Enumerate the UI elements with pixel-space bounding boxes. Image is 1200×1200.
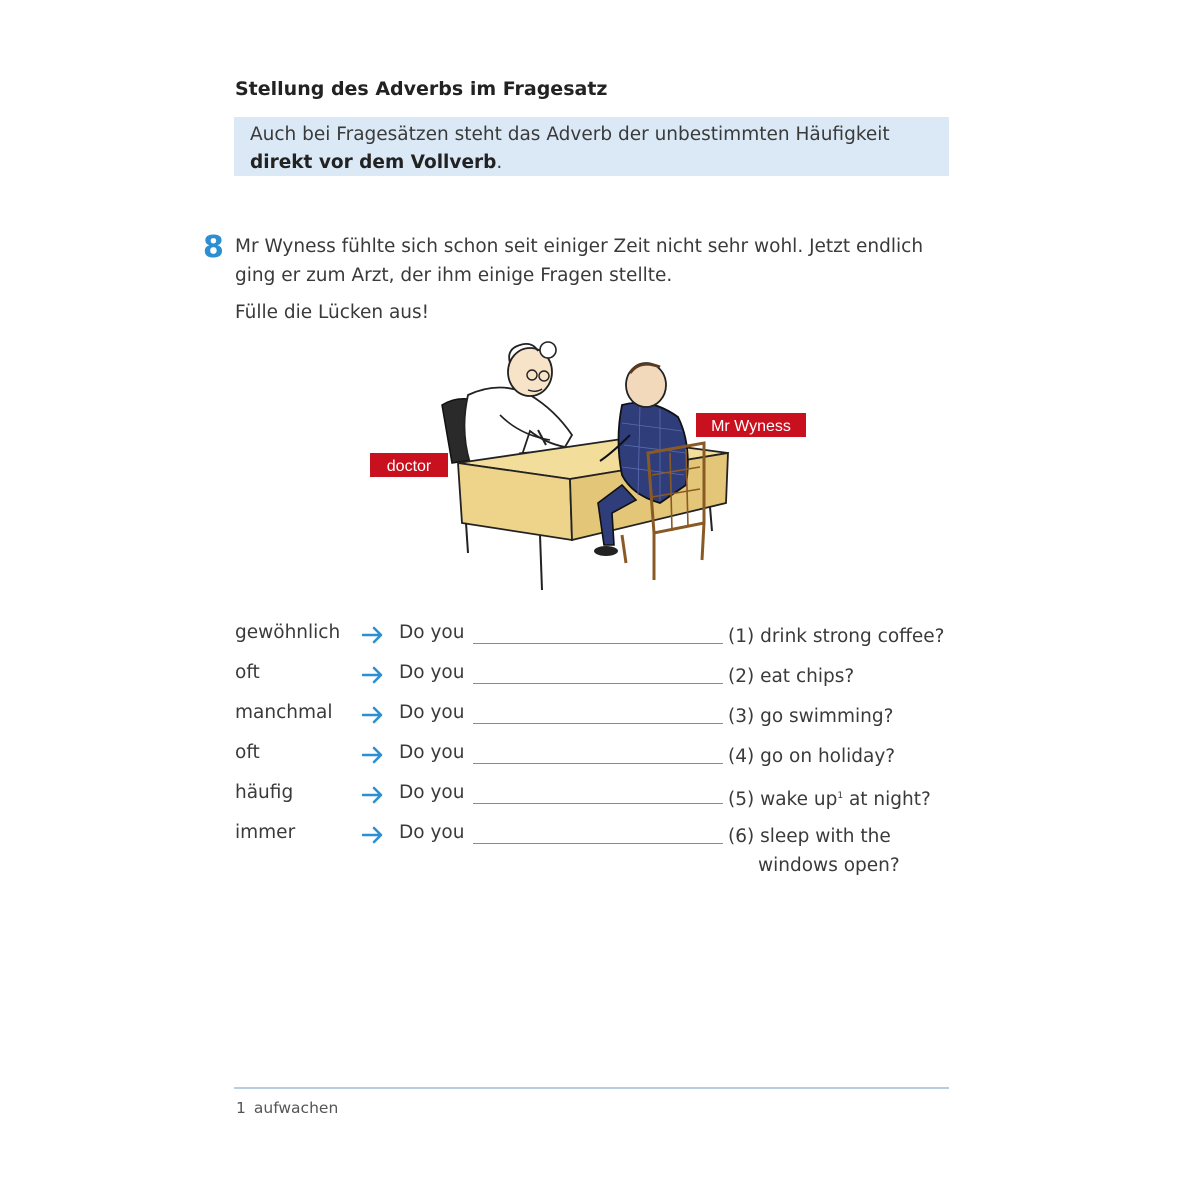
- ending-text-rest: at night?: [843, 789, 931, 811]
- section-heading: Stellung des Adverbs im Fragesatz: [235, 78, 608, 100]
- exercise-instruction: Fülle die Lücken aus!: [235, 302, 430, 323]
- question-ending: (2) eat chips?: [728, 666, 855, 687]
- exercise-intro: Mr Wyness fühlte sich schon seit einiger Zeit nicht sehr wohl. Jetzt endlich ging er zum Arzt, der ihm einige Fragen stellte.: [235, 236, 924, 286]
- question-prompt: Do you: [399, 662, 465, 683]
- footnote-number: 1: [236, 1099, 246, 1117]
- ending-text: (6) sleep with the: [728, 826, 891, 847]
- ending-continuation: windows open?: [758, 855, 900, 876]
- adverb: oft: [235, 742, 260, 763]
- question-ending: (4) go on holiday?: [728, 746, 896, 767]
- exercise-number: 8: [203, 230, 224, 265]
- rule-box: [234, 117, 949, 176]
- rule-text-end: .: [496, 152, 503, 173]
- answer-blank-6[interactable]: [473, 843, 723, 844]
- exercise-row: [0, 662, 1200, 692]
- question-prompt: Do you: [399, 702, 465, 723]
- ending-text: (5) wake up: [728, 789, 838, 811]
- exercise-row: [0, 622, 1200, 652]
- adverb: manchmal: [235, 702, 333, 723]
- arrow-right-icon: [362, 786, 384, 804]
- doctor-label: doctor: [386, 458, 432, 475]
- adverb: häufig: [235, 782, 294, 803]
- question-prompt: Do you: [399, 742, 465, 763]
- answer-blank-3[interactable]: [473, 723, 723, 724]
- question-prompt: Do you: [399, 822, 465, 843]
- exercise-row: [0, 822, 1200, 882]
- adverb: oft: [235, 662, 260, 683]
- footnote-divider: [234, 1087, 949, 1089]
- footnote-text: aufwachen: [253, 1099, 339, 1117]
- arrow-right-icon: [362, 826, 384, 844]
- rule-text: Auch bei Fragesätzen steht das Adverb der unbestimmten Häufigkeit: [250, 124, 890, 145]
- question-prompt: Do you: [399, 622, 465, 643]
- answer-blank-4[interactable]: [473, 763, 723, 764]
- adverb: gewöhnlich: [235, 622, 341, 643]
- exercise-row: [0, 782, 1200, 812]
- question-ending: (3) go swimming?: [728, 706, 894, 727]
- exercise-row: [0, 702, 1200, 732]
- question-ending: [728, 782, 968, 814]
- question-ending: (1) drink strong coffee?: [728, 626, 945, 647]
- exercise-row: [0, 742, 1200, 772]
- rule-bold-text: direkt vor dem Vollverb: [250, 152, 497, 173]
- answer-blank-2[interactable]: [473, 683, 723, 684]
- arrow-right-icon: [362, 666, 384, 684]
- answer-blank-1[interactable]: [473, 643, 723, 644]
- arrow-right-icon: [362, 746, 384, 764]
- footnote-marker: 1: [837, 791, 844, 801]
- adverb: immer: [235, 822, 296, 843]
- arrow-right-icon: [362, 706, 384, 724]
- answer-blank-5[interactable]: [473, 803, 723, 804]
- patient-label: Mr Wyness: [711, 418, 791, 435]
- question-ending: [728, 822, 968, 880]
- doctor-patient-illustration: [360, 335, 830, 600]
- arrow-right-icon: [362, 626, 384, 644]
- question-prompt: Do you: [399, 782, 465, 803]
- footnote: [236, 1099, 338, 1117]
